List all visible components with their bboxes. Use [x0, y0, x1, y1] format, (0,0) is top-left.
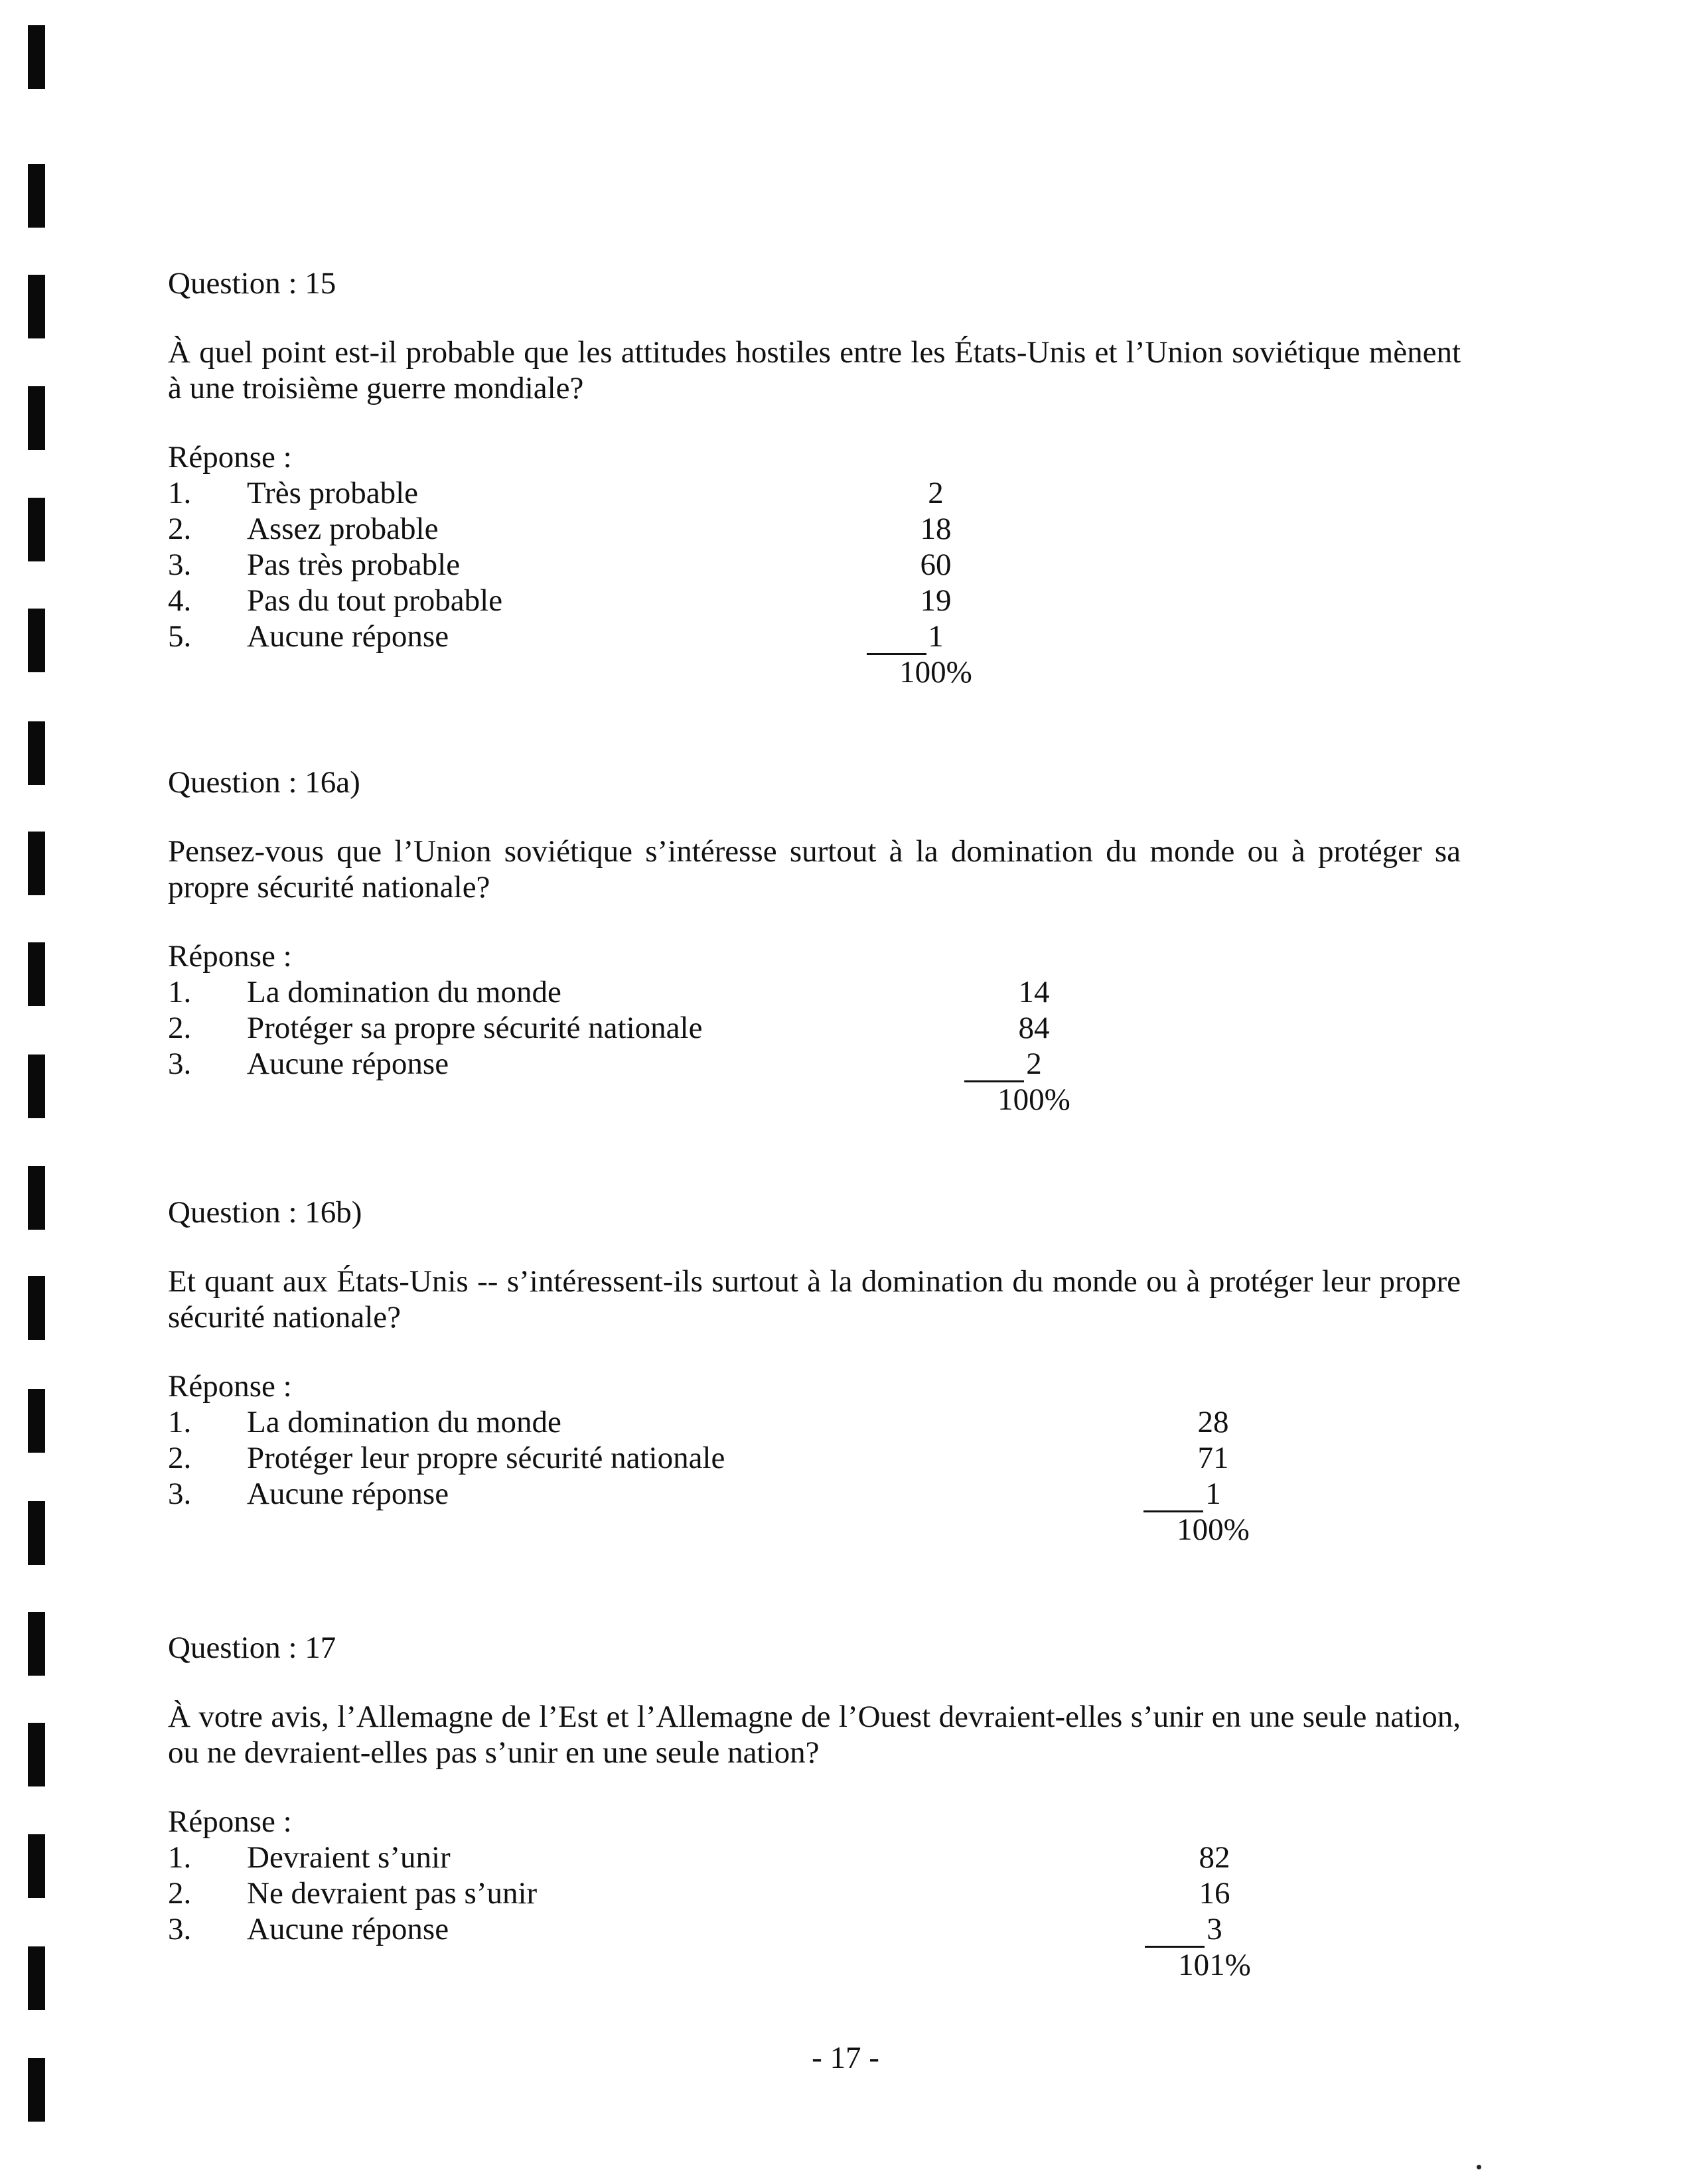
- answer-value: 18: [920, 512, 952, 546]
- binding-mark: [28, 275, 45, 338]
- binding-mark: [28, 1276, 45, 1340]
- answer-number: 3.: [168, 547, 192, 582]
- binding-mark: [28, 1723, 45, 1786]
- answer-row: [168, 1911, 1469, 1947]
- answer-row: [168, 583, 1469, 619]
- total-value: 101%: [1178, 1948, 1251, 1982]
- answer-label: Très probable: [247, 476, 419, 510]
- answer-number: 1.: [168, 476, 192, 510]
- answer-row: [168, 1010, 1469, 1046]
- answer-number: 2.: [168, 1876, 192, 1911]
- binding-mark: [28, 1946, 45, 2010]
- binding-mark: [28, 1055, 45, 1118]
- answer-value: 82: [1199, 1840, 1230, 1875]
- answer-number: 3.: [168, 1047, 192, 1081]
- answer-number: 3.: [168, 1912, 192, 1946]
- total-row: [168, 1512, 1469, 1548]
- answer-value: 84: [1018, 1011, 1050, 1045]
- answer-label: Aucune réponse: [247, 1912, 449, 1946]
- question-title: Question : 15: [168, 266, 336, 301]
- question-16a: [168, 764, 1469, 1118]
- answer-number: 5.: [168, 619, 192, 654]
- binding-mark: [28, 386, 45, 450]
- answer-row: [168, 1046, 1469, 1082]
- answer-value: 3: [1207, 1912, 1222, 1946]
- response-label: Réponse :: [168, 1804, 292, 1839]
- answer-number: 2.: [168, 1011, 192, 1045]
- total-row: [168, 654, 1469, 690]
- question-15: [168, 265, 1469, 690]
- answer-value: 60: [920, 547, 952, 582]
- scan-speck: [1477, 2165, 1481, 2169]
- binding-mark: [28, 832, 45, 895]
- question-title: Question : 16b): [168, 1195, 362, 1230]
- answer-label: Protéger leur propre sécurité nationale: [247, 1441, 725, 1475]
- binding-mark: [28, 498, 45, 561]
- answer-number: 3.: [168, 1477, 192, 1511]
- question-title: Question : 16a): [168, 765, 360, 800]
- answer-value: 19: [920, 583, 952, 618]
- binding-mark: [28, 609, 45, 672]
- binding-mark: [28, 942, 45, 1006]
- answer-row: [168, 1404, 1469, 1440]
- answer-label: Aucune réponse: [247, 1477, 449, 1511]
- total-value: 100%: [1177, 1512, 1250, 1547]
- answer-number: 2.: [168, 512, 192, 546]
- answer-number: 1.: [168, 1840, 192, 1875]
- binding-mark: [28, 25, 45, 89]
- answer-row: [168, 619, 1469, 654]
- answer-value: 1: [1205, 1477, 1221, 1511]
- answer-list: [168, 1404, 1469, 1548]
- response-label: Réponse :: [168, 1369, 292, 1404]
- answer-list: [168, 475, 1469, 690]
- response-label: Réponse :: [168, 939, 292, 974]
- question-text: Pensez-vous que l’Union soviétique s’intéresse surtout à la domination du monde ou à protéger sa propre sécurité nationale?: [168, 834, 1461, 905]
- binding-mark: [28, 1166, 45, 1230]
- answer-label: La domination du monde: [247, 1405, 561, 1439]
- answer-label: Ne devraient pas s’unir: [247, 1876, 538, 1911]
- response-label: Réponse :: [168, 440, 292, 474]
- total-value: 100%: [899, 655, 972, 690]
- answer-row: [168, 1875, 1469, 1911]
- answer-label: Devraient s’unir: [247, 1840, 451, 1875]
- answer-list: [168, 1840, 1469, 1983]
- answer-row: [168, 1840, 1469, 1875]
- binding-mark: [28, 164, 45, 228]
- question-17: [168, 1630, 1469, 1983]
- answer-value: 2: [928, 476, 944, 510]
- answer-number: 1.: [168, 1405, 192, 1439]
- answer-label: Aucune réponse: [247, 619, 449, 654]
- answer-label: La domination du monde: [247, 975, 561, 1009]
- answer-row: [168, 1476, 1469, 1512]
- answer-label: Pas du tout probable: [247, 583, 503, 618]
- answer-value: 2: [1026, 1047, 1042, 1081]
- answer-number: 4.: [168, 583, 192, 618]
- answer-label: Pas très probable: [247, 547, 461, 582]
- page-number: - 17 -: [812, 2041, 879, 2075]
- answer-value: 1: [928, 619, 944, 654]
- answer-value: 28: [1197, 1405, 1229, 1439]
- question-text: Et quant aux États-Unis -- s’intéressent-ils surtout à la domination du monde ou à protéger leur propre sécurité nationale?: [168, 1264, 1461, 1335]
- question-16b: [168, 1195, 1469, 1548]
- answer-number: 2.: [168, 1441, 192, 1475]
- answer-row: [168, 475, 1469, 511]
- answer-label: Assez probable: [247, 512, 439, 546]
- binding-mark: [28, 1612, 45, 1676]
- question-text: À quel point est-il probable que les attitudes hostiles entre les États-Unis et l’Union soviétique mènent à une troisième guerre mondiale?: [168, 335, 1461, 405]
- answer-row: [168, 1440, 1469, 1476]
- answer-label: Protéger sa propre sécurité nationale: [247, 1011, 703, 1045]
- binding-mark: [28, 721, 45, 785]
- answer-list: [168, 974, 1469, 1118]
- answer-row: [168, 511, 1469, 547]
- answer-value: 14: [1018, 975, 1050, 1009]
- answer-label: Aucune réponse: [247, 1047, 449, 1081]
- answer-row: [168, 547, 1469, 583]
- binding-mark: [28, 1389, 45, 1453]
- answer-value: 16: [1199, 1876, 1230, 1911]
- answer-number: 1.: [168, 975, 192, 1009]
- answer-row: [168, 974, 1469, 1010]
- total-row: [168, 1082, 1469, 1118]
- total-row: [168, 1947, 1469, 1983]
- total-value: 100%: [997, 1082, 1070, 1117]
- binding-mark: [28, 1501, 45, 1565]
- question-title: Question : 17: [168, 1631, 336, 1665]
- answer-value: 71: [1197, 1441, 1229, 1475]
- binding-mark: [28, 1834, 45, 1898]
- question-text: À votre avis, l’Allemagne de l’Est et l’Allemagne de l’Ouest devraient-elles s’unir en une seule nation, ou ne devraient-elles pas s’unir en une seule nation?: [168, 1700, 1461, 1770]
